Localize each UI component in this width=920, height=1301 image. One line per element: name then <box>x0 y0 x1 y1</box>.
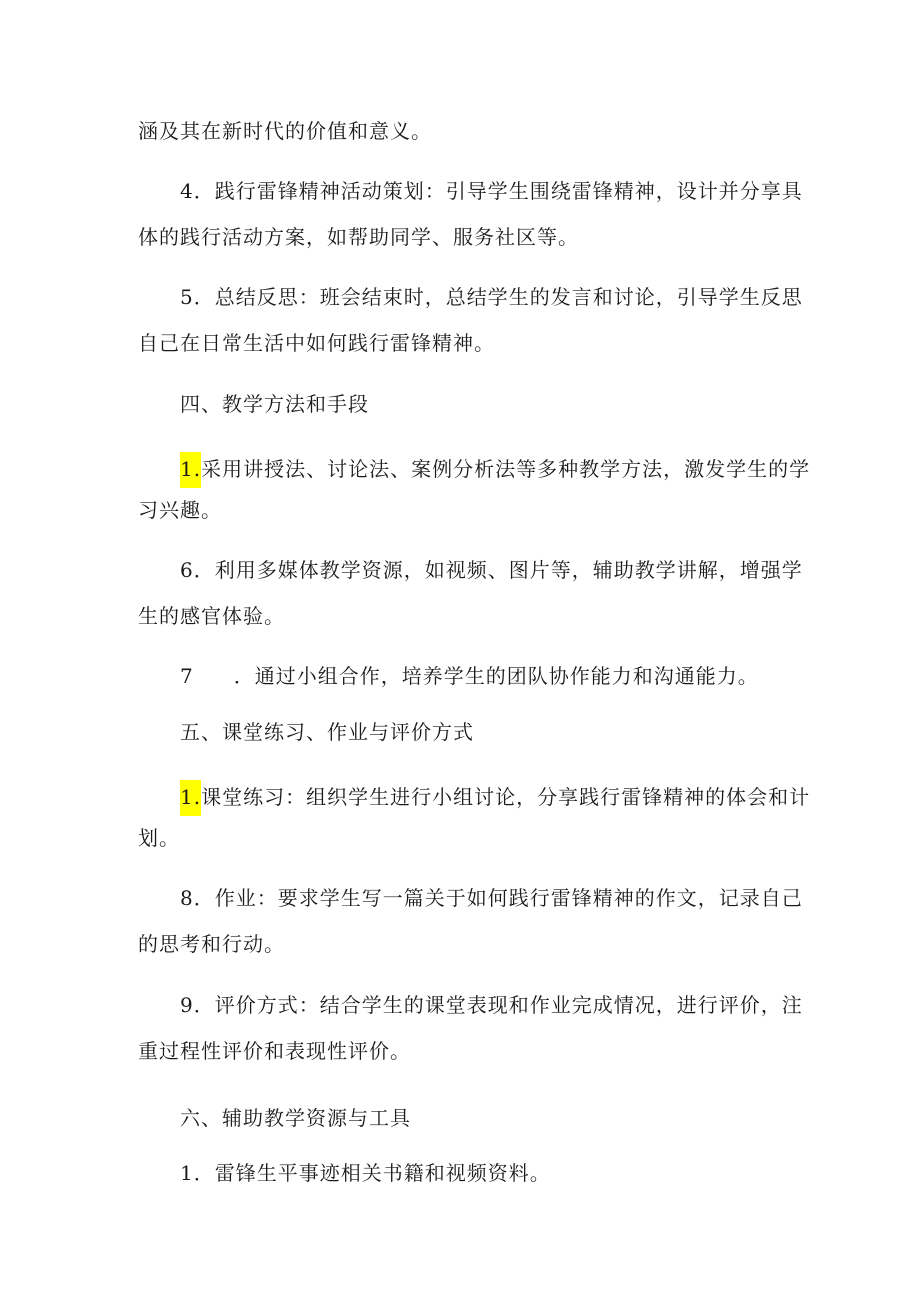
heading-text: 六、辅助教学资源与工具 <box>180 1106 411 1130</box>
list-item-5-line-1 <box>180 285 803 309</box>
paragraph-text: 涵及其在新时代的价值和意义。 <box>138 119 432 143</box>
list-number: 6 <box>180 558 194 582</box>
list-number: 4 <box>180 179 194 203</box>
paragraph-text: 的思考和行动。 <box>138 932 285 956</box>
paragraph-text: 自己在日常生活中如何践行雷锋精神。 <box>138 331 495 355</box>
list-item-1b-line-1 <box>180 780 810 816</box>
list-number: 5 <box>180 285 194 309</box>
paragraph-text: ．作业：要求学生写一篇关于如何践行雷锋精神的作文，记录自己 <box>193 886 803 910</box>
list-number: 8 <box>180 886 194 910</box>
list-number: 1 <box>180 1161 194 1185</box>
list-item-8-line-1 <box>180 886 803 910</box>
highlighted-list-number: 1. <box>180 452 201 488</box>
paragraph-text: ．雷锋生平事迹相关书籍和视频资料。 <box>193 1161 551 1185</box>
list-item-9-line-2 <box>138 1039 411 1063</box>
list-item-9-line-1 <box>180 993 803 1017</box>
paragraph-line <box>138 119 432 143</box>
list-item-4-line-1 <box>180 179 803 203</box>
paragraph-text: 采用讲授法、讨论法、案例分析法等多种教学方法，激发学生的学 <box>201 457 811 481</box>
list-item-1a-line-2 <box>138 498 222 522</box>
paragraph-text: 体的践行活动方案，如帮助同学、服务社区等。 <box>138 225 579 249</box>
paragraph-text: 生的感官体验。 <box>138 604 285 628</box>
paragraph-text: ．总结反思：班会结束时，总结学生的发言和讨论，引导学生反思 <box>193 285 803 309</box>
section-heading-6 <box>180 1106 411 1130</box>
list-item-1a-line-1 <box>180 452 810 488</box>
section-heading-4 <box>180 392 369 416</box>
list-item-1c <box>180 1161 551 1185</box>
paragraph-text: 课堂练习：组织学生进行小组讨论，分享践行雷锋精神的体会和计 <box>201 785 811 809</box>
paragraph-text: ．践行雷锋精神活动策划：引导学生围绕雷锋精神，设计并分享具 <box>193 179 803 203</box>
paragraph-text: 重过程性评价和表现性评价。 <box>138 1039 411 1063</box>
highlighted-list-number: 1. <box>180 780 201 816</box>
list-number: 9 <box>180 993 194 1017</box>
paragraph-text: ．评价方式：结合学生的课堂表现和作业完成情况，进行评价，注 <box>193 993 803 1017</box>
list-item-4-line-2 <box>138 225 579 249</box>
section-heading-5 <box>180 720 474 744</box>
list-number: 7 <box>180 664 194 688</box>
list-item-6-line-2 <box>138 604 285 628</box>
paragraph-text: 划。 <box>138 826 180 850</box>
paragraph-text: 习兴趣。 <box>138 498 222 522</box>
list-item-7 <box>180 664 759 688</box>
list-item-1b-line-2 <box>138 826 180 850</box>
paragraph-text: ．利用多媒体教学资源，如视频、图片等，辅助教学讲解，增强学 <box>193 558 803 582</box>
paragraph-text: ．通过小组合作，培养学生的团队协作能力和沟通能力。 <box>233 664 759 688</box>
list-item-6-line-1 <box>180 558 803 582</box>
list-item-8-line-2 <box>138 932 285 956</box>
heading-text: 五、课堂练习、作业与评价方式 <box>180 720 474 744</box>
list-item-5-line-2 <box>138 331 495 355</box>
heading-text: 四、教学方法和手段 <box>180 392 369 416</box>
